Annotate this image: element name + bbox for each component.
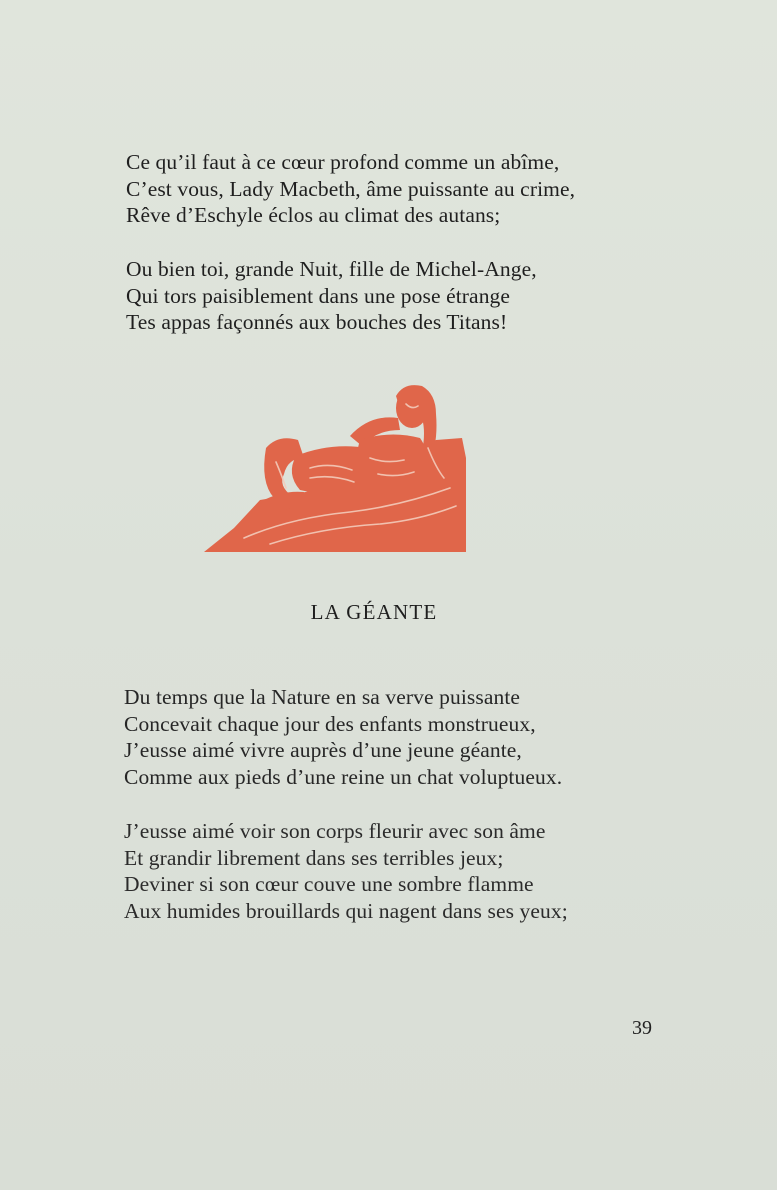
- stanza-3: [124, 684, 562, 790]
- verse-line: Ou bien toi, grande Nuit, fille de Michel-Ange,: [126, 257, 537, 281]
- verse-line: Ce qu’il faut à ce cœur profond comme un abîme,: [126, 150, 560, 174]
- verse-line: Deviner si son cœur couve une sombre flamme: [124, 872, 534, 896]
- verse-line: Comme aux pieds d’une reine un chat voluptueux.: [124, 764, 563, 789]
- verse-line: Et grandir librement dans ses terribles jeux;: [124, 845, 504, 870]
- stanza-1: [126, 149, 575, 229]
- page-number: 39: [632, 1017, 652, 1039]
- verse-line: Qui tors paisiblement dans une pose étrange: [126, 283, 511, 308]
- stanza-4: [124, 818, 568, 924]
- stanza-2: [126, 256, 537, 336]
- verse-line: J’eusse aimé vivre auprès d’une jeune géante,: [124, 738, 522, 762]
- verse-line: Concevait chaque jour des enfants monstrueux,: [124, 711, 536, 736]
- verse-line: Aux humides brouillards qui nagent dans ses yeux;: [124, 898, 568, 923]
- poem-title: LA GÉANTE: [310, 600, 438, 624]
- verse-line: J’eusse aimé voir son corps fleurir avec son âme: [124, 819, 546, 843]
- verse-line: Tes appas façonnés aux bouches des Titans!: [126, 310, 508, 334]
- verse-line: C’est vous, Lady Macbeth, âme puissante au crime,: [126, 176, 576, 201]
- verse-line: Rêve d’Eschyle éclos au climat des autans;: [126, 203, 501, 227]
- verse-line: Du temps que la Nature en sa verve puissante: [124, 685, 521, 709]
- reclining-nude-figure-icon: [200, 378, 468, 556]
